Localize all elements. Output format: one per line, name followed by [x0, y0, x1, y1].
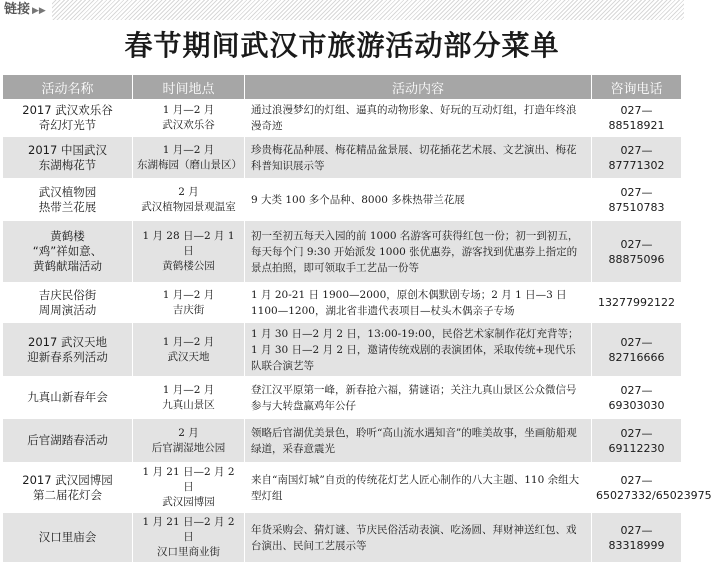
table-row [3, 419, 682, 463]
phone-cell: 027—69112230 [592, 419, 682, 463]
phone-cell: 027—88518921 [592, 100, 682, 137]
activity-name-cell [3, 100, 133, 137]
column-header-phone: 咨询电话 [592, 75, 682, 100]
activity-time: 1 月 21 日—2 月 2 日 [142, 466, 235, 493]
activity-name-cell [3, 419, 133, 463]
activity-content-cell: 9 大类 100 多个品种、8000 多株热带兰花展 [245, 179, 592, 221]
activity-name-line: 2017 武汉欢乐谷 [22, 103, 113, 117]
section-tag-label: 链接 [4, 2, 31, 17]
activity-content-cell: 1 月 30 日—2 月 2 日，13:00-19:00，民俗艺术家制作花灯充背等；1 月 30 日—2 月 2 日，邀请传统戏剧的表演团体，采取传统+现代乐队联合演艺等 [245, 323, 592, 377]
table-body [3, 100, 712, 563]
activity-name-line: 2017 中国武汉 [28, 142, 107, 157]
activity-name-line: 汉口里庙会 [38, 530, 97, 544]
phone-cell: 027—88875096 [592, 221, 682, 283]
activity-name-line: 2017 武汉园博园 [22, 472, 113, 487]
activity-name-line: 2017 武汉天地 [28, 334, 107, 349]
activity-content-cell: 珍贵梅花品种展、梅花精品盆景展、切花插花艺术展、文艺演出、梅花科普知识展示等 [245, 137, 592, 179]
activity-content-cell: 领略后官湖优美景色，聆听“高山流水遇知音”的唯美故事，坐画舫船观绿道，采春意震光 [245, 419, 592, 463]
column-header-content: 活动内容 [245, 75, 592, 100]
activity-place: 武汉欢乐谷 [162, 119, 215, 131]
time-place-cell [133, 221, 245, 283]
activity-name-cell [3, 221, 133, 283]
activity-name-line: 周周演活动 [38, 302, 97, 317]
activity-place: 东湖梅园（磨山景区） [137, 158, 242, 171]
activity-content-cell: 登江汉平原第一峰，新春抢六福，猜谜语；关注九真山景区公众微信号参与大转盘赢鸡年公仔 [245, 377, 592, 419]
activity-content-cell: 来自“南国灯城”自贡的传统花灯艺人匠心制作的八大主题、110 余组大型灯组 [245, 463, 592, 513]
activity-time: 1 月 28 日—2 月 1 日 [142, 230, 235, 257]
activity-content-cell: 初一至初五每天入园的前 1000 名游客可获得红包一份；初一到初五，每天每个门 9:30 开始派发 1000 张优惠券，游客找到优惠券上指定的景点拍照，即可领取手工艺品一份等 [245, 221, 592, 283]
activity-table [2, 74, 712, 563]
table-row [3, 463, 682, 513]
table-row [3, 323, 682, 377]
double-arrow-icon: ▶▶ [32, 6, 46, 16]
activity-place: 吉庆街 [172, 303, 205, 316]
header-bar [0, 0, 684, 20]
time-place-cell [133, 419, 245, 463]
activity-content-cell: 年货采购会、猜灯谜、节庆民俗活动表演、吃汤圆、拜财神送红包、戏台演出、民间工艺展示等 [245, 513, 592, 563]
table-row [3, 179, 682, 221]
activity-name-line: 东湖梅花节 [38, 157, 97, 172]
activity-name-line: 黄鹤楼 [50, 229, 85, 243]
table-row [3, 137, 682, 179]
activity-name-cell [3, 463, 133, 513]
activity-name-line: “鸡”祥如意、 [32, 244, 103, 258]
activity-name-line: 黄鹤献瑞活动 [33, 259, 102, 273]
activity-time: 2 月 [178, 426, 199, 439]
activity-place: 武汉天地 [167, 350, 210, 363]
activity-name-cell [3, 283, 133, 323]
activity-time: 1 月—2 月 [162, 335, 215, 348]
activity-place: 武汉植物园景观温室 [141, 200, 236, 213]
activity-place: 黄鹤楼公园 [162, 260, 215, 272]
time-place-cell [133, 179, 245, 221]
table-row [3, 283, 682, 323]
activity-name-line: 热带兰花展 [38, 199, 97, 214]
activity-time: 1 月—2 月 [162, 288, 215, 301]
column-header-name: 活动名称 [3, 75, 133, 100]
activity-place: 武汉园博园 [162, 496, 215, 508]
activity-name-cell [3, 377, 133, 419]
activity-name-line: 九真山新春年会 [27, 390, 108, 404]
activity-time: 1 月—2 月 [162, 383, 215, 396]
activity-name-cell [3, 137, 133, 179]
activity-name-cell [3, 179, 133, 221]
phone-cell: 027—65027332/65023975 [592, 463, 682, 513]
time-place-cell [133, 137, 245, 179]
time-place-cell [133, 323, 245, 377]
table-row [3, 221, 682, 283]
time-place-cell [133, 377, 245, 419]
phone-cell: 027—82716666 [592, 323, 682, 377]
activity-name-line: 奇幻灯光节 [38, 118, 97, 132]
activity-name-line: 后官湖踏春活动 [27, 433, 108, 447]
table-row [3, 100, 682, 137]
time-place-cell [133, 100, 245, 137]
phone-cell: 13277992122 [592, 283, 682, 323]
activity-name-line: 迎新春系列活动 [27, 349, 108, 364]
activity-name-line: 武汉植物园 [38, 184, 97, 199]
phone-cell: 027—69303030 [592, 377, 682, 419]
activity-content-cell: 通过浪漫梦幻的灯组、逼真的动物形象、好玩的互动灯组，打造年终浪漫奇迹 [245, 100, 592, 137]
activity-time: 1 月 21 日—2 月 2 日 [142, 516, 235, 543]
time-place-cell [133, 283, 245, 323]
activity-place: 后官湖湿地公园 [151, 441, 226, 454]
table-header-row [3, 75, 682, 100]
page-title: 春节期间武汉市旅游活动部分菜单 [124, 29, 560, 62]
activity-name-cell [3, 513, 133, 563]
activity-content-cell: 1 月 20-21 日 1900—2000，原创木偶默剧专场；2 月 1 日—3 日 1100—1200，湖北省非遗代表项目—杖头木偶亲子专场 [245, 283, 592, 323]
table-row [3, 513, 682, 563]
activity-name-line: 第二届花灯会 [33, 487, 102, 502]
activity-name-line: 吉庆民俗街 [38, 287, 97, 302]
activity-name-cell [3, 323, 133, 377]
phone-cell: 027—87771302 [592, 137, 682, 179]
phone-cell: 027—87510783 [592, 179, 682, 221]
phone-cell: 027—83318999 [592, 513, 682, 563]
activity-place: 汉口里商业街 [157, 546, 220, 558]
time-place-cell [133, 463, 245, 513]
time-place-cell [133, 513, 245, 563]
activity-time: 2 月 [178, 185, 199, 198]
activity-time: 1 月—2 月 [162, 104, 215, 116]
activity-time: 1 月—2 月 [162, 143, 215, 156]
column-header-time-place: 时间地点 [133, 75, 245, 100]
section-tag [0, 0, 52, 20]
activity-place: 九真山景区 [162, 398, 215, 411]
table-row [3, 377, 682, 419]
